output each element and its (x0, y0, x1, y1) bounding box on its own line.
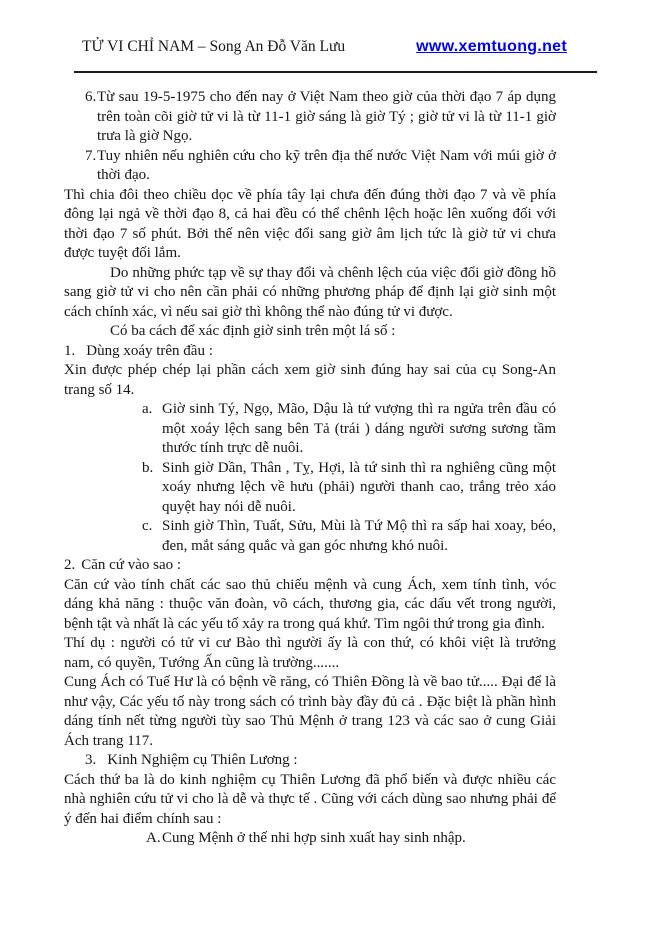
item-letter: b. (142, 459, 154, 476)
header-row (74, 38, 597, 56)
item-letter: c. (142, 518, 153, 534)
page-content (64, 88, 556, 849)
letter-item-a (64, 400, 556, 459)
paragraph-thi-chia-doi: Thì chia đôi theo chiều dọc về phía tây lại chưa đến đúng thời đạo 7 và về phía đông lại ngả về thời đạo 8, cả hai đều có thể chênh lệch hoặc lên xuống đối với thời đạo 7 số phút. Bởi thế nên việc đổi sang giờ âm lịch tức là giờ tử vi chưa được tuyệt đối lắm. (64, 186, 556, 261)
paragraph-do-nhung: Do những phức tạp về sự thay đổi và chênh lệch của việc đổi giờ đồng hồ sang giờ tử vi cho nên cần phải có những phương pháp để định lại giờ sinh một cách chính xác, vì nếu sai giờ thì không thể nào đúng tử vi được. (64, 264, 556, 320)
paragraph-thi-du: Thí dụ : người có tử vi cư Bào thì người ấy là con thứ, có khôi việt là trưởng nam, có quyền, Tướng Ấn cũng là trường....... (64, 635, 556, 671)
heading-number: 1. (64, 342, 76, 359)
item-text: Sinh giờ Dần, Thân , Tỵ, Hợi, là tứ sinh thì ra nghiêng cũng một xoáy nhưng lệch về hưu (phải) người thanh cao, trắng trẻo xáo quyệt hay nói dễ nuôi. (162, 459, 556, 515)
page-header (74, 38, 597, 73)
paragraph-cach-thu-ba: Cách thứ ba là do kinh nghiệm cụ Thiên Lương đã phổ biến và được nhiều các nhà nghiên cứu tử vi cho là dễ và thực tế . Cũng với cách dùng sao nhưng phải để ý đến hai điểm chính sau : (64, 771, 556, 827)
book-title: TỬ VI CHỈ NAM – Song An Đỗ Văn Lưu (82, 38, 346, 55)
method-heading-3 (64, 751, 556, 771)
paragraph-co-ba-cach: Có ba cách để xác định giờ sinh trên một lá số : (110, 323, 396, 339)
website-link[interactable]: www.xemtuong.net (416, 38, 567, 55)
item-text: Giờ sinh Tý, Ngọ, Mão, Dậu là tứ vượng thì ra ngửa trên đầu có một xoáy lệch sang bên Tả (trái ) dáng người sương sương tầm thước tính trực dễ nuôi. (162, 401, 556, 456)
paragraph-cung-ach: Cung Ách có Tuế Hư là có bệnh về răng, có Thiên Đồng là về bao tử..... Đại để là như vậy, Các yếu tố này trong sách có trình bày đầy đủ cả . Đặc biệt là phần hình dáng tính nết từng người tùy sao Thủ Mệnh ở trang 123 và các sao ở cung Giải Ách trang 117. (64, 674, 556, 749)
item-text: Từ sau 19-5-1975 cho đến nay ở Việt Nam theo giờ của thời đạo 7 áp dụng trên toàn cõi giờ tử vi là từ 11-1 giờ sáng là giờ Tý ; giờ tử vi là từ 11-1 giờ trưa là giờ Ngọ. (97, 89, 556, 144)
numbered-item-6 (64, 88, 556, 147)
heading-number: 3. (85, 752, 97, 768)
heading-number: 2. (64, 557, 76, 573)
numbered-item-7 (64, 147, 556, 186)
item-number: 7. (85, 147, 97, 164)
letter-item-c (64, 517, 556, 556)
paragraph-can-cu: Căn cứ vào tính chất các sao thủ chiếu mệnh và cung Ách, xem tính tình, vóc dáng khả năng : thuộc văn đoàn, võ cách, thương gia, các dấu vết trong người, bệnh tật và nhất là các yếu tố xảy ra trong quá khứ. Tìm ngôi thứ trong gia đình. (64, 576, 556, 632)
item-number: 6. (85, 89, 97, 105)
item-letter: A. (146, 830, 161, 846)
item-text: Sinh giờ Thìn, Tuất, Sửu, Mùi là Tứ Mộ thì ra sấp hai xoay, béo, đen, mắt sáng quắc và gan góc nhưng khó nuôi. (162, 518, 556, 554)
item-letter: a. (142, 401, 153, 417)
method-heading-1 (64, 342, 556, 362)
heading-text: Dùng xoáy trên đầu : (86, 342, 213, 359)
letter-item-b (64, 459, 556, 518)
item-text: Tuy nhiên nếu nghiên cứu cho kỹ trên địa thế nước Việt Nam với múi giờ ở thời đạo. (97, 147, 556, 183)
item-text: Cung Mệnh ở thế nhi hợp sinh xuất hay sinh nhập. (162, 830, 466, 846)
heading-text: Căn cứ vào sao : (81, 557, 182, 573)
paragraph-xin-duoc: Xin được phép chép lại phần cách xem giờ sinh đúng hay sai của cụ Song-An trang số 14. (64, 362, 556, 398)
point-item-A (64, 829, 556, 849)
heading-text: Kinh Nghiệm cụ Thiên Lương : (107, 752, 298, 768)
method-heading-2 (64, 556, 556, 576)
